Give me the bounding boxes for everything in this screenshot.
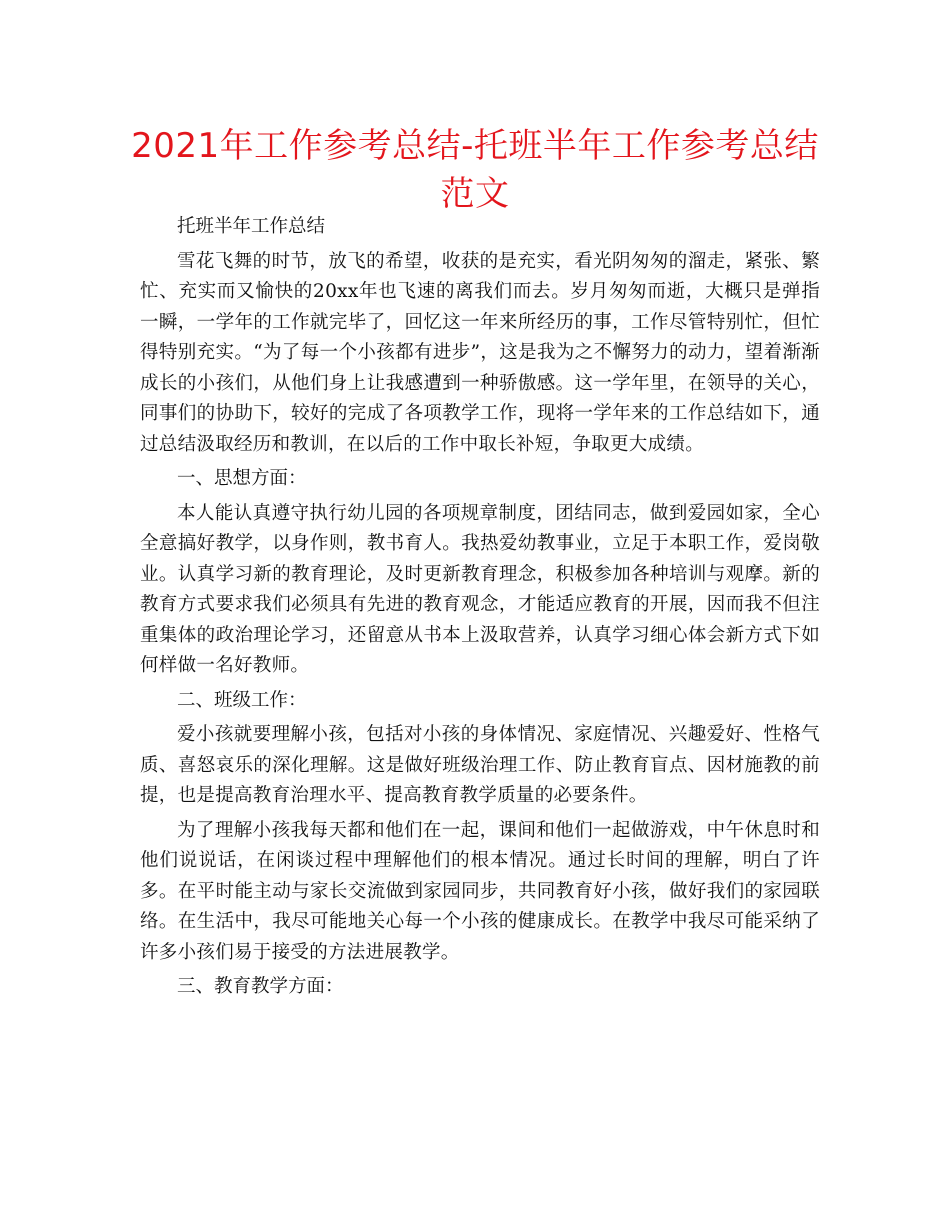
document-title: 2021年工作参考总结-托班半年工作参考总结范文 [131, 126, 819, 214]
document-subtitle: 托班半年工作总结 [177, 216, 326, 237]
section-heading-teaching: 三、教育教学方面： [177, 976, 344, 997]
section-paragraph-thought: 本人能认真遵守执行幼儿园的各项规章制度，团结同志，做到爱园如家，全心全意搞好教学，以身作则，教书育人。我热爱幼教事业，立足于本职工作，爱岗敬业。认真学习新的教育理论，及时更新教育理念，积极参加各种培训与观摩。新的教育方式要求我们必须具有先进的教育观念，才能适应教育的开展，因而我不但注重集体的政治理论学习，还留意从书本上汲取营养，认真学习细心体会新方式下如何样做一名好教师。 [140, 502, 820, 676]
section-heading-thought: 一、思想方面： [177, 468, 307, 489]
document-body [140, 212, 820, 1007]
section-paragraph-class-work-2: 为了理解小孩我每天都和他们在一起，课间和他们一起做游戏，中午休息时和他们说说话，在闲谈过程中理解他们的根本情况。通过长时间的理解，明白了许多。在平时能主动与家长交流做到家园同步，共同教育好小孩，做好我们的家园联络。在生活中，我尽可能地关心每一个小孩的健康成长。在教学中我尽可能采纳了许多小孩们易于接受的方法进展教学。 [140, 819, 820, 963]
intro-paragraph: 雪花飞舞的时节，放飞的希望，收获的是充实，看光阴匆匆的溜走，紧张、繁忙、充实而又愉快的20xx年也飞速的离我们而去。岁月匆匆而逝，大概只是弹指一瞬，一学年的工作就完毕了，回忆这一年来所经历的事，工作尽管特别忙，但忙得特别充实。“为了每一个小孩都有进步”，这是我为之不懈努力的动力，望着渐渐成长的小孩们，从他们身上让我感遭到一种骄傲感。这一学年里，在领导的关心，同事们的协助下，较好的完成了各项教学工作，现将一学年来的工作总结如下，通过总结汲取经历和教训，在以后的工作中取长补短，争取更大成绩。 [140, 250, 820, 455]
section-heading-class-work: 二、班级工作： [177, 689, 307, 711]
section-paragraph-class-work-1: 爱小孩就要理解小孩，包括对小孩的身体情况、家庭情况、兴趣爱好、性格气质、喜怒哀乐的深化理解。这是做好班级治理工作、防止教育盲点、因材施教的前提，也是提高教育治理水平、提高教育教学质量的必要条件。 [140, 724, 820, 806]
